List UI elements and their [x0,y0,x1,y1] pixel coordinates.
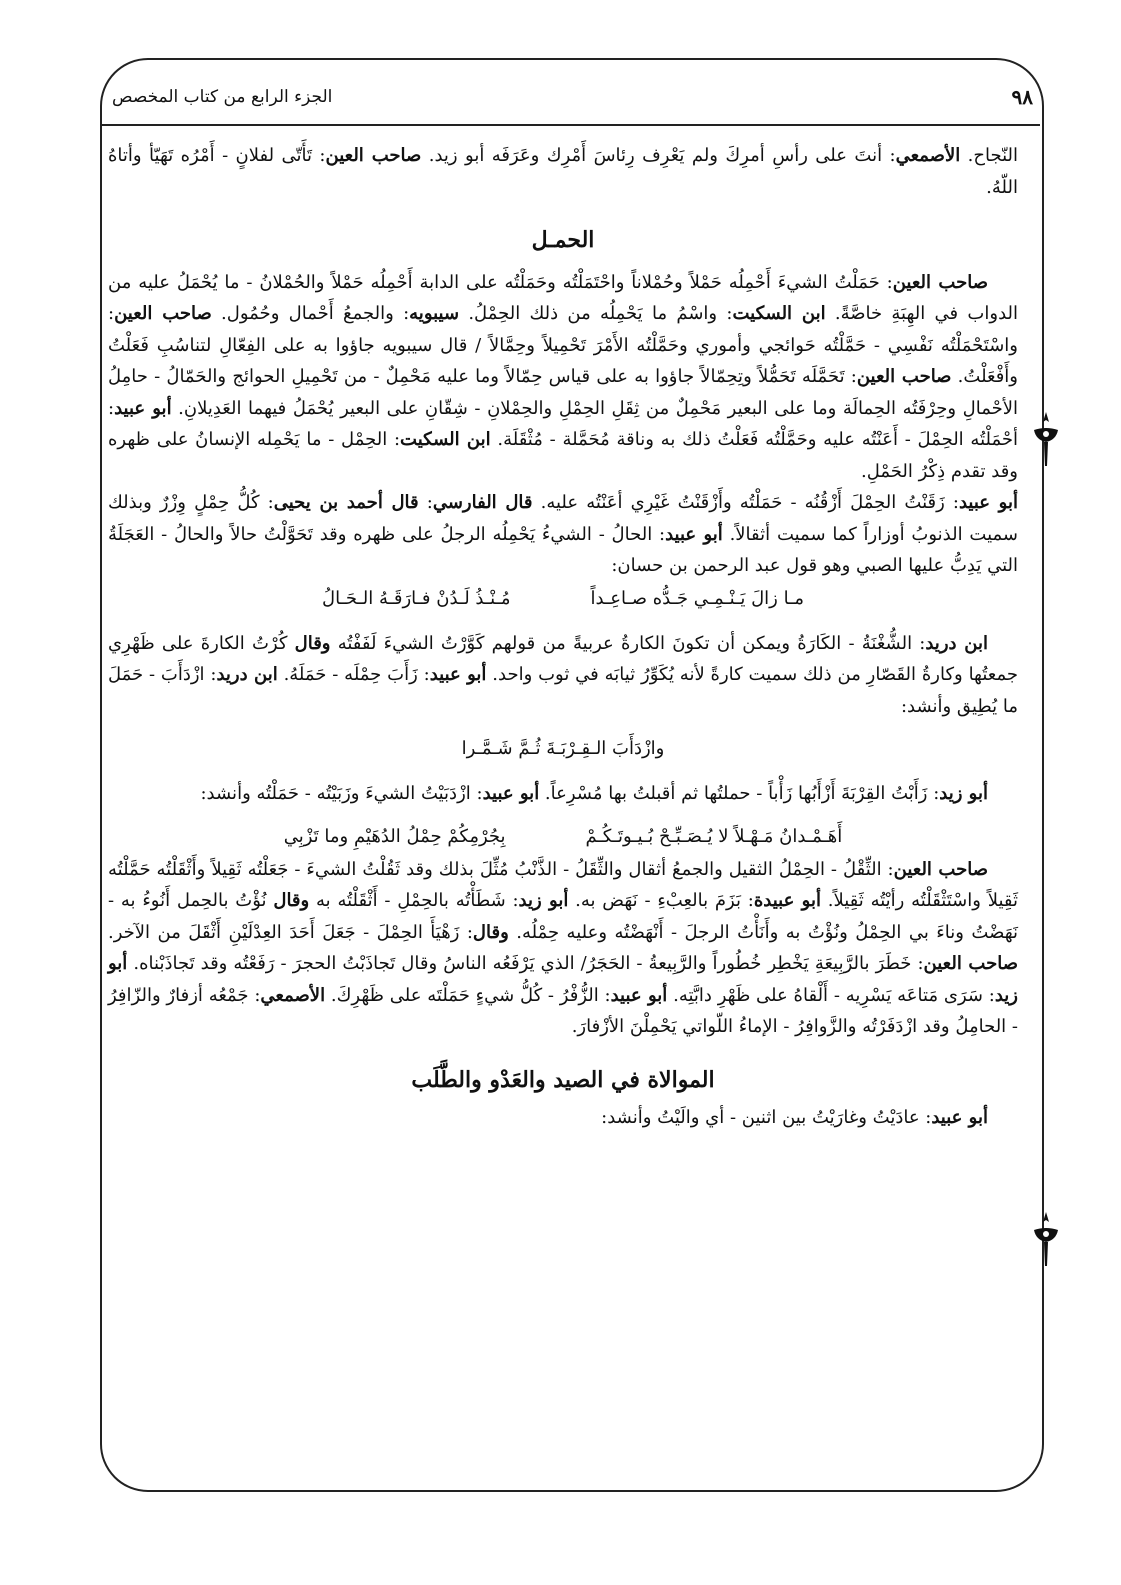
text-run: : جَمْعُه أزفارٌ والزّافِرُ - الحامِلُ وقد ازْدَفَرْتُه والزَّوافِرُ - الإماءُ اللّواتي يَحْمِلْنَ الأزْفارَ. [108,984,1018,1037]
source-name: أبو عبيد [958,492,1018,513]
source-name: أبو عبيد [610,984,668,1006]
text-run: : الثِّقْلُ - الحِمْلُ الثقيل والجمعُ أثقال والثِّقَلُ - الذَّنْبُ مُثِّلَ بذلك وقد ثَقُلْتُ الشيءَ - جَعَلْتُه ثَقِيلاً وأَثْقَلْتُه حَمَّلْتُه ثَقِيلاً واسْتَثْقَلْتُه رأيْتُه ثَقِيلاً. [108,858,1019,911]
verse-hemistich: مُـنْـذُ لَـدُنْ فـارَقَـهُ الـحَـالُ [322,587,511,609]
source-name: سيبويه [409,303,460,324]
source-name: وقال [472,921,509,943]
section-heading: الحمـل [531,227,595,253]
text-run: : شَطَأْتُه بالحِمْلِ - أَثْقَلْتُه به [309,890,519,911]
source-name: أبو عبيد [931,1107,988,1128]
text-run: : تَحَمَّلَه تَحَمُّلاً وتِحِمّالاً جاؤوا به على قياس حِمّالاً وما عليه مَحْمِلٌ - من تَحْمِيلِ الحوائج والحَمّالُ - حامِلُ الأحْمالِ وحِرْفَتُه الحِمالَة وما على البعير مَحْمِلٌ من ثِقَلِ الحِمْلِ والحِمْلانِ - شِقّانِ على البعير يُحْمَلُ فيهما العَدِيلانِ. [108,366,1018,419]
source-name: أبو زيد [518,890,569,911]
paragraph [108,487,1018,582]
source-name: ابن السكيت [400,429,491,450]
text-run: كُرْتُ الكارةَ على ظَهْرِي جمعتُها وكارةُ القَصّارِ من ذلك سميت كارةً لأنه يُكَوِّرُ ثيابَه في ثوب واحد. [108,632,1018,685]
text-run: : الحِمْل - ما يَحْمِله الإنسانُ على ظهره وقد تقدم ذِكْرُ الحَمْلِ. [108,429,1018,482]
section-heading: الموالاة في الصيد والعَدْو والطَّلَب [411,1066,715,1093]
paragraph [108,1102,1018,1134]
text-run: : خَطَرَ بالرَّبِيعَةِ يَخْطِر خُطُوراً والرَّبِيعةُ - الحَجَرُ/ الذي يَرْفَعُه الناسُ وقال تَجاذَبْتُ الحجرَ - رَفَعْتُه وقد تَجاذَبْناه. [127,953,924,974]
source-name: ابن السكيت [732,303,826,324]
text-run: : عادَيْتُ وغارَيْتُ بين اثنين - أي والَيْتُ وأنشد: [601,1107,932,1128]
text-run: : تَأَتّى لفلانٍ - أَمْرُه تَهَيّأ وأتاهُ اللّهُ. [108,145,1018,198]
page-body [108,140,1018,1134]
source-name: أبو عبيد [665,523,723,545]
paragraph [108,778,1018,810]
text-run: : أنتَ على رأسِ أمرِكَ ولم يَعْرِف رِئاسَ أَمْرِك وعَرَفَه أبو زيد. [421,145,896,166]
text-run: : الشُّغْنَةُ - الكَارَةُ ويمكن أن تكونَ الكارةُ عربيةً من قولهم كَوَّرْتُ الشيءَ لَفَفْتُه [330,632,926,654]
source-name: أبو زيد [939,783,988,804]
text-run: : واسْتَحْمَلْتُه نَفْسِي - حَمَّلْتُه حَوائجي وأموري وحَمَّلْتُه الأَمْرَ تَحْمِيلاً وحِمَّالاً / قال سيبويه جاؤوا به على الفِعّالِ لتناسُبِ فَعَلْتُ وأَفْعَلْتُ. [108,303,1019,387]
verse-hemistich: أَهَـمْـدانُ مَـهْـلاً لا يُـصَـبِّـحْ بُـيـوتَـكُـمْ [585,825,843,847]
running-header [112,82,1033,112]
text-run: : واسْمُ ما يَحْمِلُه من ذلك الحِمْلُ. [459,303,733,324]
source-name: أبو عبيد [114,397,172,419]
source-name: الأصمعي [895,145,961,166]
intro-paragraph [108,140,1018,203]
paragraph [108,628,1018,723]
source-name: صاحب العين [325,145,422,166]
poetry-verse [108,732,1018,766]
text-run: : [418,492,433,513]
text-run: : حَمَلْتُ الشيءَ أَحْمِلُه حَمْلاً وحُمْلاناً واحْتَمَلْتُه وحَمَلْتُه على الدابة أَحْمِلُه حَمْلاً والحُمْلانُ - ما يُحْمَلُ عليه من الدواب في الهِبَةِ خاصَّةً. [108,271,1019,324]
page-number: ٩٨ [1011,85,1033,109]
source-name: صاحب العين [923,953,1018,974]
source-name: أبو عبيد [429,664,487,685]
book-title: الجزء الرابع من كتاب المخصص [112,87,333,107]
source-name: قال أحمد بن يحيى [273,492,419,513]
text-run: : زَأَبَ حِمْلَه - حَمَلَهُ. [277,664,430,685]
text-run: : ازْدَبَيْتُ الشيءَ وزَبَيْتُه - حَمَلْتُه وأنشد: [200,783,483,804]
header-rule [100,124,1040,126]
source-name: صاحب العين [114,303,212,324]
poetry-verse [108,820,1018,854]
source-name: أبو زيد [108,953,1018,1006]
text-run: : زَأَبْتُ القِرْبَةَ أَزْأَبُها زَأْباً - حملتُها ثم أقبلتُ بها مُسْرِعاً. [539,783,940,804]
text-run: : ازْدَأَبَ - حَمَلَ ما يُطِيق وأنشد: [108,664,1018,717]
source-name: وقال [273,890,310,911]
text-run: : أحْمَلْتُه الحِمْلَ - أَعَنْتُه عليه وحَمَّلْتُه فَعَلْتُ ذلك به وناقة مُحَمَّلة - مُثْقَلَة. [108,397,1018,450]
text-run: : زَهْيَأَ الحِمْلَ - جَعَلَ أَحَدَ العِدْلَيْنِ أَثْقَلَ من الآخر. [108,921,473,943]
text-run: : الحالُ - الشيءُ يَحْمِلُه الرجلُ على ظهره وقد تَحَوَّلْتُ حالاً والحالُ - العَجَلَةُ التي يَدِبُّ عليها الصبي وهو قول عبد الرحمن بن حسان: [108,523,1018,576]
poetry-verse [108,582,1018,616]
text-run: : سَرَى مَتاعَه يَسْرِيه - أَلْقاهُ على ظَهْرِ دابَّتِه. [667,984,995,1006]
source-name: ابن دريد [925,632,988,654]
source-name: صاحب العين [893,858,988,880]
verse-hemistich: بِجُرْمِكُمْ حِمْلُ الدُهَيْمِ وما تَزْبِي [283,825,506,847]
source-name: أبو عبيد [482,783,540,804]
paragraph [108,267,1018,488]
margin-ornament-icon [1026,1208,1066,1272]
source-name: ابن دريد [216,664,278,685]
source-name: صاحب العين [856,366,952,387]
verse-hemistich: مـا زالَ يَـنْـمِـي جَـدُّه صـاعِـداً [590,587,804,609]
text-run: نُؤْتُ بالحِمل أَنُوءُ به - نَهَضْتُ وناءَ بي الحِمْلُ ونُؤْتُ به وأَنَأْتُ الرجلَ - أَنْهَضْتُه وعليه حِمْلُه. [108,890,1019,943]
text-run: : بَزَمَ بالعِبْءِ - نَهَض به. [568,890,754,911]
text-run: : الزُّفْرُ - كُلُّ شيءٍ حَمَلْتَه على ظَهْرِكَ. [325,984,611,1006]
paragraph [108,854,1018,1043]
margin-ornament-icon [1026,408,1066,472]
source-name: الأصمعي [260,984,326,1006]
verse-line: وازْدَأَبَ الـقِـرْبَـةَ ثُـمَّ شَـمَّـرا [461,738,665,759]
text-run: : والجمعُ أَحْمال وحُمُول. [211,303,410,324]
source-name: وقال [294,632,331,654]
source-name: قال الفارسي [432,492,533,513]
source-name: أبو عبيدة [753,890,821,911]
text-run: النّجاح. [960,145,1018,166]
text-run: : كُلُّ حِمْلٍ وِزْرٌ وبذلك سميت الذنوبُ أوزاراً كما سميت أثقالاً. [108,492,1018,545]
source-name: صاحب العين [892,271,989,293]
text-run: : زَقَنْتُ الحِمْلَ أَزْقُنُه - حَمَلْتُه وأَزْقَنْتُ غَيْرِي أعَنْتُه عليه. [532,492,959,513]
